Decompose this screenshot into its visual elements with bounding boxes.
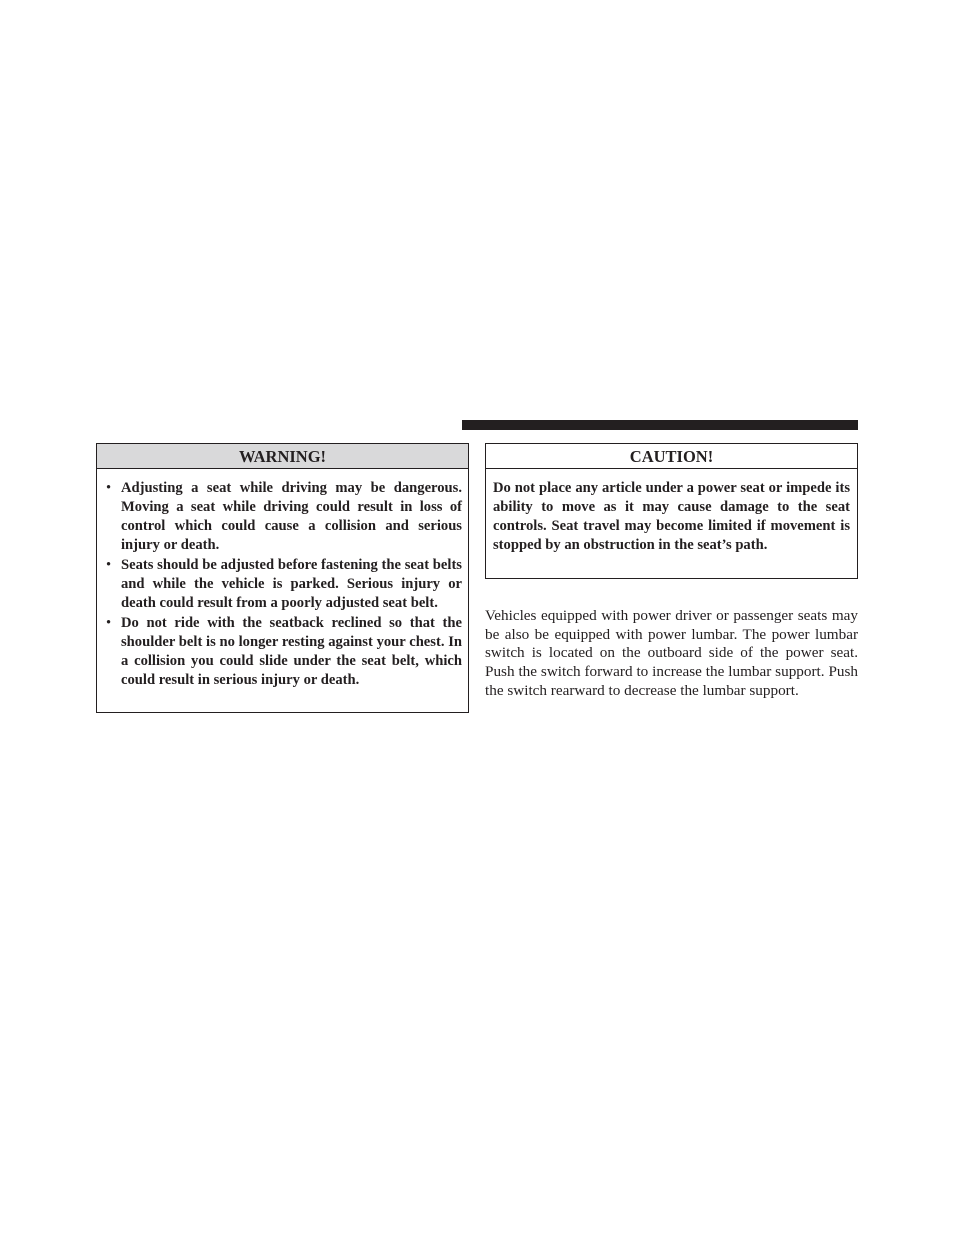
- power-lumbar-paragraph: Vehicles equipped with power driver or passenger seats may be also be equipped with power lumbar. The power lumbar switch is located on the outboard side of the power seat. Push the switch forward to increase the lumbar support. Push the switch rearward to decrease the lumbar support.: [485, 607, 858, 699]
- caution-box: [485, 443, 858, 579]
- warning-item-text: Adjusting a seat while driving may be dangerous. Moving a seat while driving could result in loss of control which could cause a collision and serious injury or death.: [121, 480, 462, 553]
- warning-item-text: Seats should be adjusted before fastening the seat belts and while the vehicle is parked. Serious injury or death could result from a poorly adjusted seat belt.: [121, 557, 462, 611]
- warning-item-text: Do not ride with the seatback reclined so that the shoulder belt is no longer resting against your chest. In a collision you could slide under the seat belt, which could result in serious injury or death.: [121, 615, 462, 688]
- warning-box: [96, 443, 469, 713]
- warning-list: [97, 469, 468, 690]
- warning-item: [106, 479, 462, 555]
- section-header-rule: [462, 420, 858, 430]
- warning-item: [106, 614, 462, 690]
- caution-title: CAUTION!: [486, 444, 857, 469]
- bullet-icon: •: [106, 615, 112, 631]
- warning-title: WARNING!: [97, 444, 468, 469]
- bullet-icon: •: [106, 480, 112, 496]
- warning-item: [106, 556, 462, 613]
- bullet-icon: •: [106, 557, 112, 573]
- caution-text: Do not place any article under a power seat or impede its ability to move as it may cause damage to the seat controls. Seat travel may become limited if movement is stopped by an obstruction in the seat’s path.: [493, 480, 850, 553]
